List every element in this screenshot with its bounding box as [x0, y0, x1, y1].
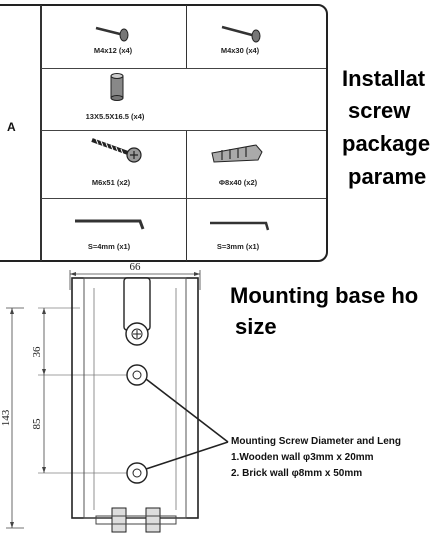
dim-height: 143: [0, 409, 12, 427]
hex-key-3mm-icon: [210, 223, 268, 230]
mounting-base-drawing: [0, 258, 230, 537]
install-heading-line4: parame: [348, 164, 427, 189]
upper-hole-icon: [127, 365, 147, 385]
hex-key-4mm-icon: [75, 221, 143, 229]
note-wood: 1.Wooden wall φ3mm x 20mm: [231, 452, 374, 463]
mount-heading-line2: size: [235, 314, 277, 339]
row-label: A: [7, 120, 16, 134]
screw-m6x51-icon: [92, 139, 141, 162]
wall-anchor-icon: [212, 145, 262, 162]
part-label-hex4: S=4mm (x1): [87, 242, 131, 251]
mount-heading-line1: Mounting base ho: [230, 283, 419, 308]
install-heading-line3: package: [342, 131, 430, 156]
dim-width: 66: [129, 261, 141, 273]
screw-m4x30-icon: [222, 27, 260, 42]
note-brick: 2. Brick wall φ8mm x 50mm: [231, 468, 363, 479]
install-heading-line2: screw: [348, 98, 411, 123]
part-label-anchor: Φ8x40 (x2): [218, 178, 258, 187]
note-title: Mounting Screw Diameter and Leng: [231, 436, 402, 447]
dim-upper: 36: [31, 346, 43, 358]
spacer-icon: [111, 74, 123, 101]
part-label-spacer: 13X5.5X16.5 (x4): [85, 112, 145, 121]
part-label-hex3: S=3mm (x1): [216, 242, 260, 251]
parts-drawings: [0, 0, 330, 262]
part-label-m4x12: M4x12 (x4): [93, 46, 133, 55]
dim-spacing: 85: [31, 418, 43, 430]
part-label-m6x51: M6x51 (x2): [91, 178, 131, 187]
lower-hole-icon: [127, 463, 147, 483]
screw-m4x12-icon: [96, 28, 128, 41]
install-heading-line1: Installat: [342, 66, 426, 91]
part-label-m4x30: M4x30 (x4): [220, 46, 260, 55]
